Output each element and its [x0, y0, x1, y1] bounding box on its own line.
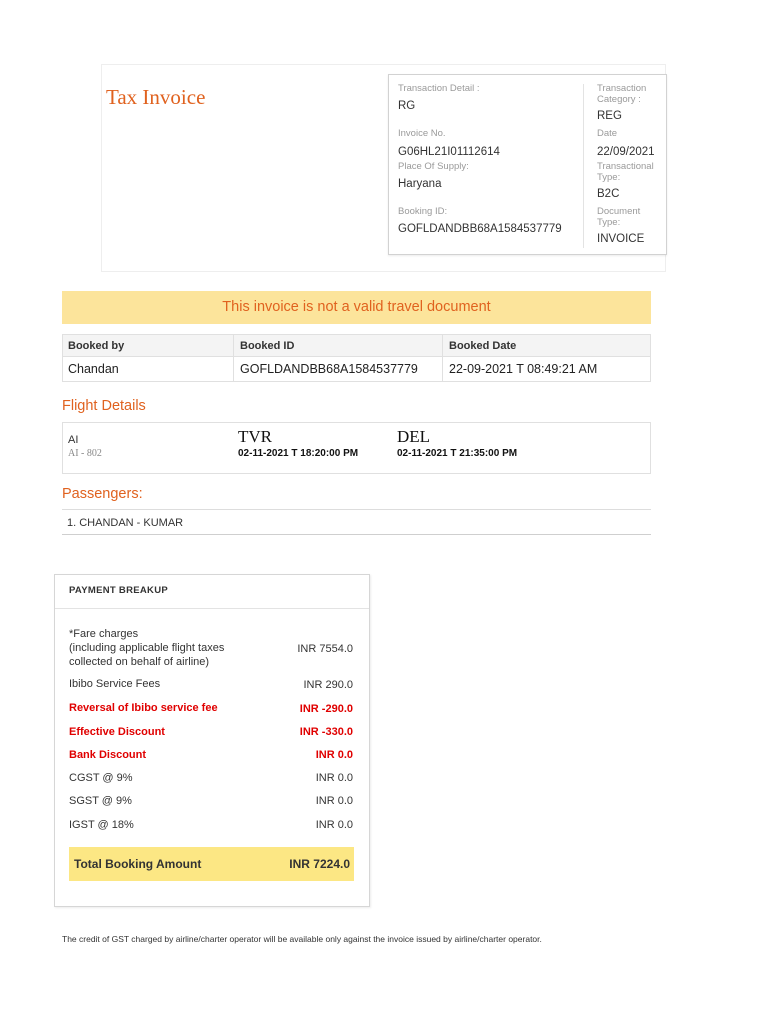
column-divider	[233, 335, 234, 381]
booked-date-header: Booked Date	[449, 340, 517, 352]
sgst-label: SGST @ 9%	[69, 795, 132, 807]
total-booking-value: INR 7224.0	[289, 857, 350, 871]
place-of-supply-value: Haryana	[398, 178, 442, 190]
transaction-category-value: REG	[597, 110, 622, 122]
igst-label: IGST @ 18%	[69, 819, 134, 831]
divider	[55, 608, 369, 609]
date-label: Date	[597, 128, 618, 139]
effective-discount-value: INR -330.0	[299, 726, 353, 738]
sgst-value: INR 0.0	[315, 795, 353, 807]
booked-id-header: Booked ID	[240, 340, 295, 352]
transaction-detail-label: Transaction Detail :	[398, 83, 480, 94]
passengers-heading: Passengers:	[62, 486, 143, 502]
reversal-fee-label: Reversal of Ibibo service fee	[69, 702, 218, 714]
destination-city: DEL	[397, 427, 431, 446]
booked-id-value: GOFLDANDBB68A1584537779	[240, 362, 418, 376]
booked-by-value: Chandan	[68, 362, 119, 376]
divider	[62, 509, 651, 510]
arrival-datetime: 02-11-2021 T 21:35:00 PM	[397, 448, 518, 459]
flight-details-heading: Flight Details	[62, 398, 146, 414]
fare-charges-label: *Fare charges	[69, 628, 139, 640]
page-title: Tax Invoice	[106, 85, 206, 109]
booking-id-label: Booking ID:	[398, 206, 448, 217]
effective-discount-label: Effective Discount	[69, 726, 165, 738]
flight-number: AI - 802	[68, 448, 102, 459]
invoice-no-value: G06HL21I01112614	[398, 146, 500, 158]
booked-by-header: Booked by	[68, 340, 125, 352]
transaction-detail-value: RG	[398, 100, 416, 112]
place-of-supply-label: Place Of Supply:	[398, 161, 469, 172]
document-type-label: Document	[597, 206, 641, 217]
transactional-type-label: Transactional	[597, 161, 654, 172]
booked-date-value: 22-09-2021 T 08:49:21 AM	[449, 362, 598, 376]
invoice-no-label: Invoice No.	[398, 128, 446, 139]
payment-breakup-title: PAYMENT BREAKUP	[69, 585, 168, 596]
date-value: 22/09/2021	[597, 146, 655, 158]
airline-code: AI	[68, 434, 79, 446]
divider	[62, 534, 651, 535]
fare-charges-value: INR 7554.0	[297, 643, 353, 655]
booking-id-value: GOFLDANDBB68A1584537779	[398, 223, 562, 235]
departure-datetime: 02-11-2021 T 18:20:00 PM	[238, 448, 359, 459]
booking-table-header	[63, 335, 650, 357]
bank-discount-label: Bank Discount	[69, 749, 147, 761]
cgst-label: CGST @ 9%	[69, 772, 133, 784]
service-fee-label: Ibibo Service Fees	[69, 678, 161, 690]
igst-value: INR 0.0	[315, 819, 353, 831]
document-type-value: INVOICE	[597, 233, 645, 245]
total-booking-label: Total Booking Amount	[74, 857, 202, 871]
service-fee-value: INR 290.0	[303, 679, 353, 691]
reversal-fee-value: INR -290.0	[299, 703, 353, 715]
cgst-value: INR 0.0	[315, 772, 353, 784]
gst-credit-note: The credit of GST charged by airline/charter operator will be available only against the invoice issued by airline/charter operator.	[62, 934, 542, 944]
document-type-label-2: Type:	[597, 217, 621, 228]
fare-charges-note-2: collected on behalf of airline)	[69, 656, 210, 668]
transaction-category-label-2: Category :	[597, 94, 641, 105]
invalid-document-banner: This invoice is not a valid travel document	[62, 291, 651, 324]
transactional-type-label-2: Type:	[597, 172, 621, 183]
detail-divider	[583, 84, 584, 248]
transactional-type-value: B2C	[597, 188, 620, 200]
fare-charges-note: (including applicable flight taxes	[69, 642, 225, 654]
column-divider	[442, 335, 443, 381]
origin-city: TVR	[238, 427, 272, 446]
passenger-item: 1. CHANDAN - KUMAR	[67, 517, 184, 529]
transaction-category-label: Transaction	[597, 83, 647, 94]
bank-discount-value: INR 0.0	[315, 749, 353, 761]
